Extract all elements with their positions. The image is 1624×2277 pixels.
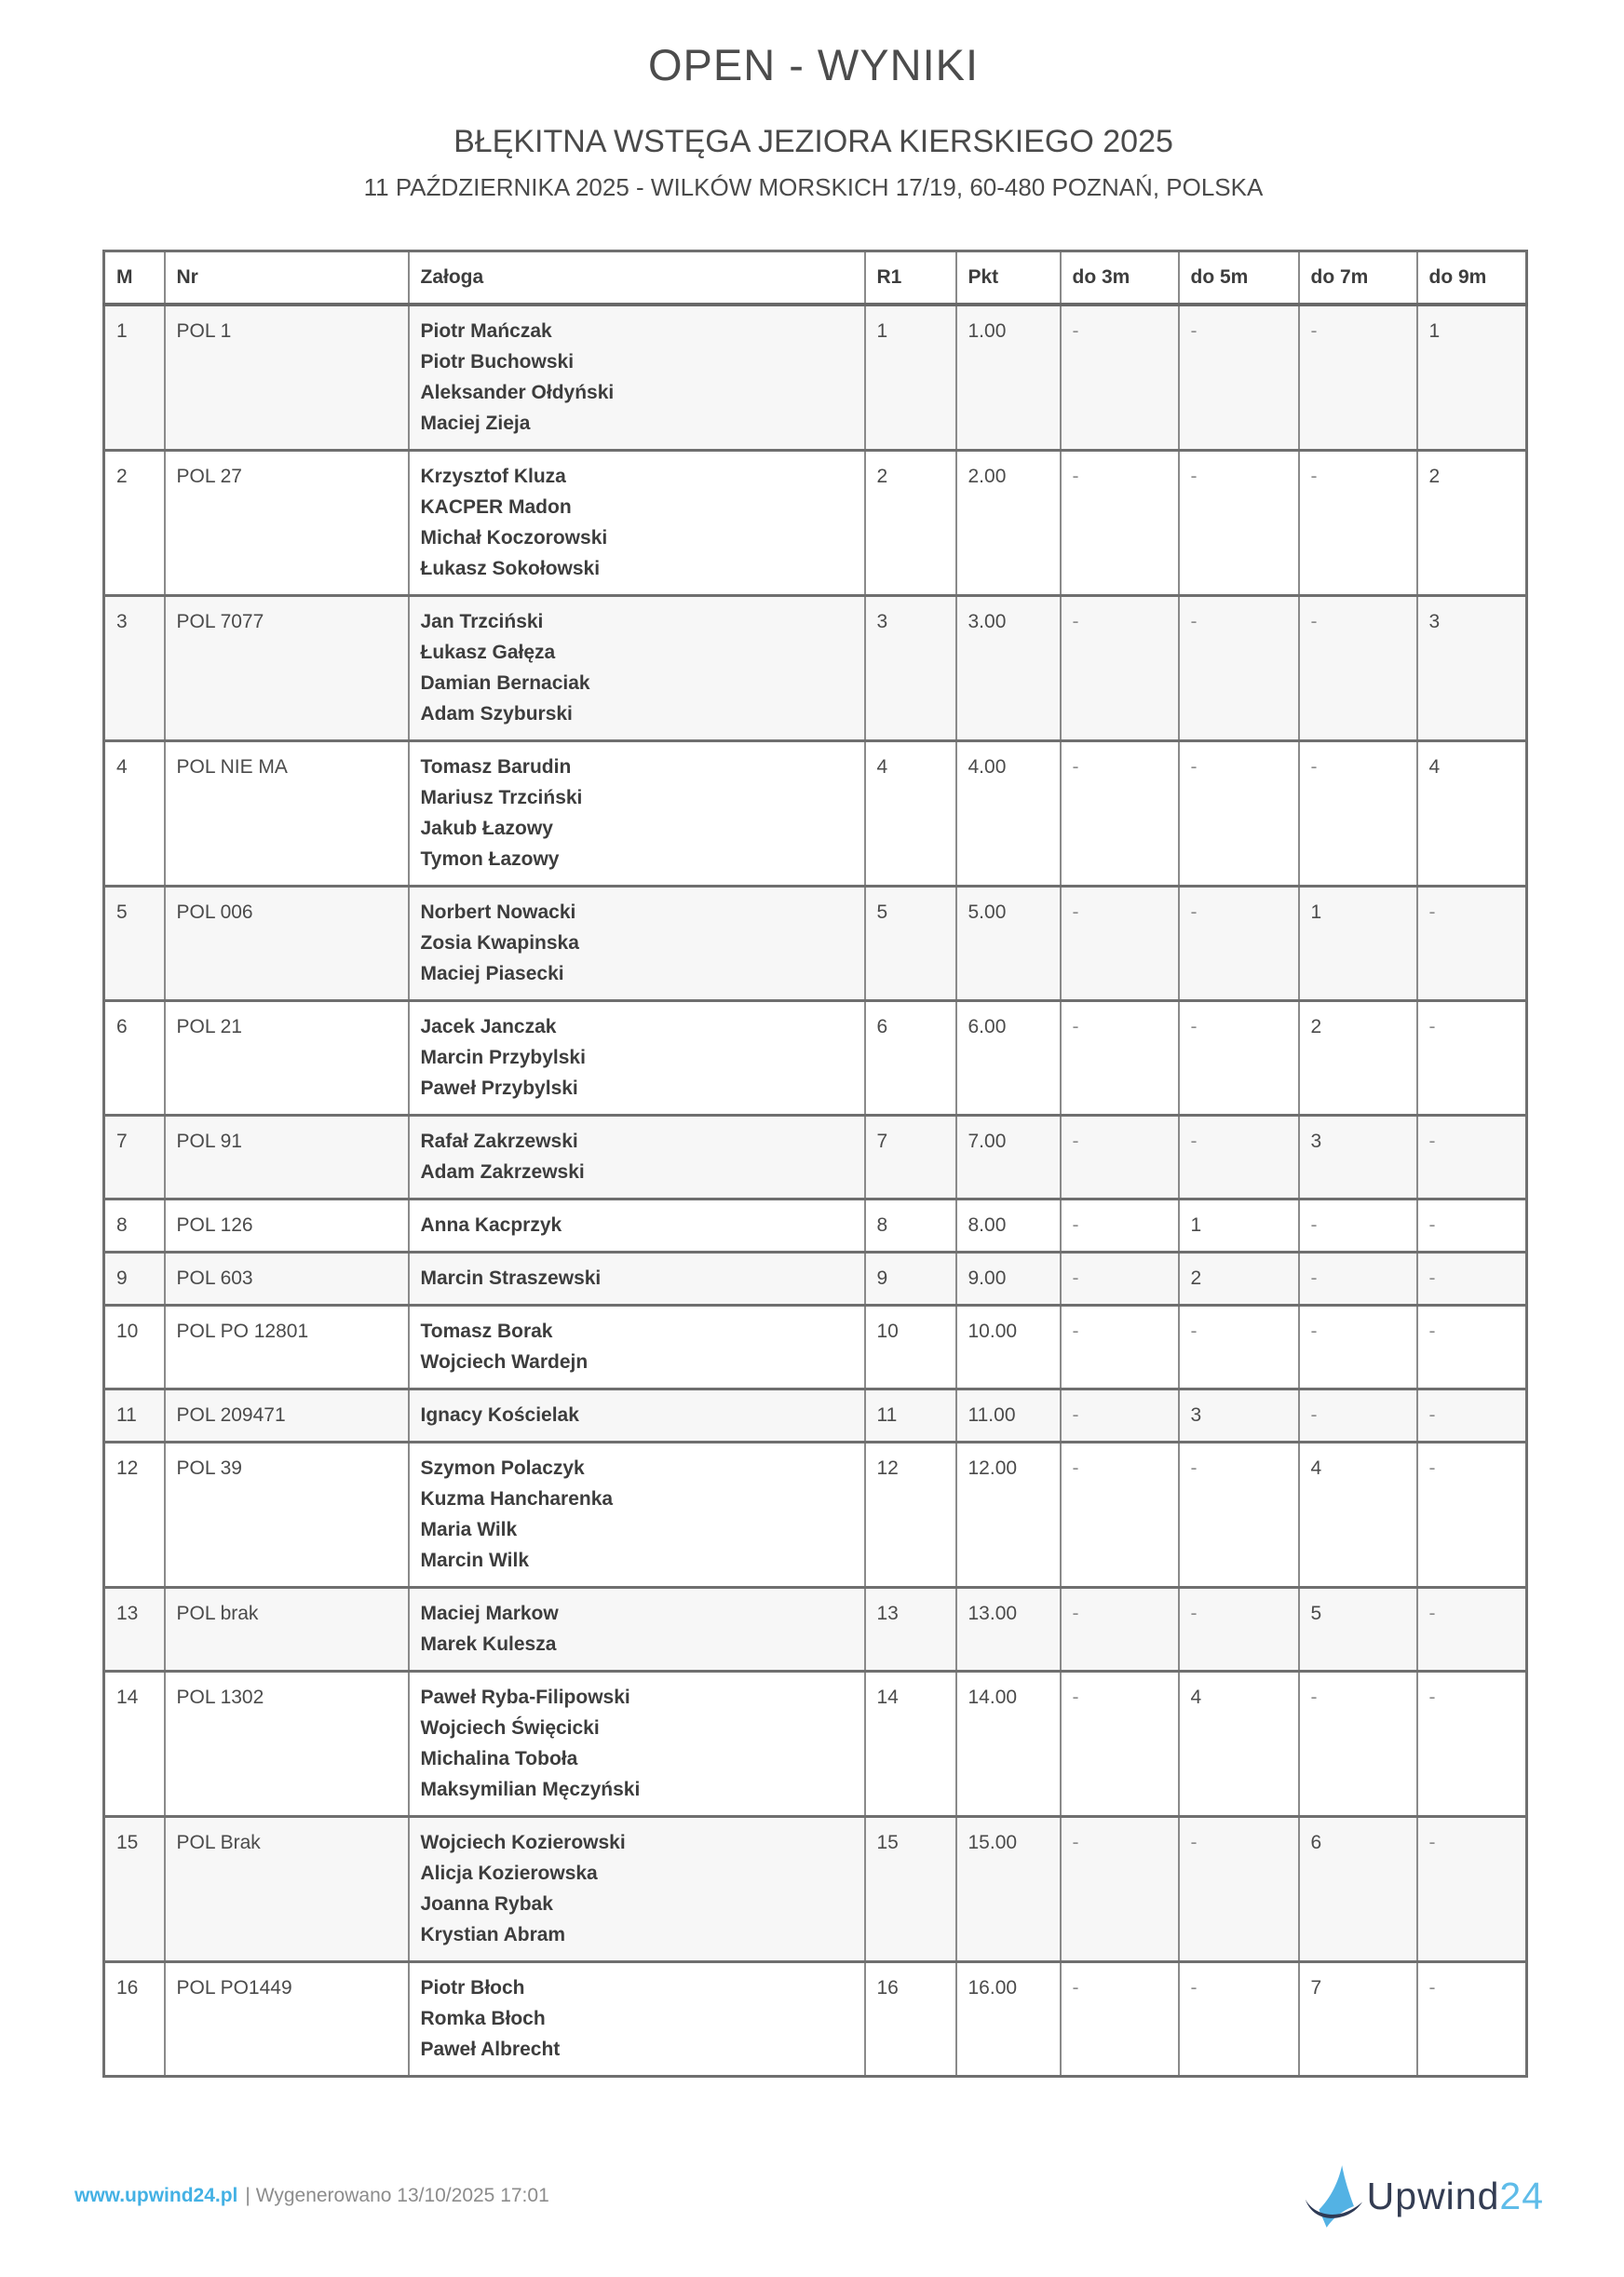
r1-cell: 1 xyxy=(865,305,956,451)
table-row xyxy=(104,1252,1527,1305)
r1-cell: 7 xyxy=(865,1115,956,1199)
do9m-cell: - xyxy=(1417,1442,1527,1587)
crew-member-name: Marek Kulesza xyxy=(420,1633,557,1655)
crew-cell xyxy=(409,1000,865,1115)
do5m-cell: - xyxy=(1179,1000,1299,1115)
do3m-cell: - xyxy=(1061,740,1179,886)
crew-member-name: Ignacy Kościelak xyxy=(420,1403,579,1426)
crew-member-name: KACPER Madon xyxy=(420,495,572,518)
footer-text xyxy=(74,2185,549,2207)
col-header-crew: Załoga xyxy=(409,251,865,305)
sail-number-cell: POL 27 xyxy=(165,450,409,595)
logo-text-24: 24 xyxy=(1499,2174,1544,2217)
sail-number-cell: POL 39 xyxy=(165,1442,409,1587)
crew-member-name: Paweł Ryba-Filipowski xyxy=(420,1686,630,1708)
crew-cell xyxy=(409,595,865,740)
page-footer xyxy=(0,2157,1624,2235)
table-row xyxy=(104,886,1527,1000)
rank-cell: 3 xyxy=(104,595,165,740)
crew-member-name: Norbert Nowacki xyxy=(420,901,576,923)
pkt-cell: 5.00 xyxy=(956,886,1061,1000)
do7m-cell: - xyxy=(1299,1199,1417,1252)
rank-cell: 4 xyxy=(104,740,165,886)
pkt-cell: 6.00 xyxy=(956,1000,1061,1115)
do9m-cell: - xyxy=(1417,1000,1527,1115)
pkt-cell: 16.00 xyxy=(956,1961,1061,2076)
r1-cell: 16 xyxy=(865,1961,956,2076)
do7m-cell: - xyxy=(1299,740,1417,886)
col-header-sail-number: Nr xyxy=(165,251,409,305)
do7m-cell: 4 xyxy=(1299,1442,1417,1587)
crew-member-name: Jacek Janczak xyxy=(420,1015,557,1037)
do7m-cell: - xyxy=(1299,1671,1417,1816)
crew-member-name: Marcin Przybylski xyxy=(420,1046,586,1068)
crew-member-name: Krzysztof Kluza xyxy=(420,465,566,487)
rank-cell: 11 xyxy=(104,1389,165,1442)
upwind24-logo xyxy=(1304,2162,1544,2230)
rank-cell: 15 xyxy=(104,1816,165,1961)
pkt-cell: 10.00 xyxy=(956,1305,1061,1389)
col-header-pkt: Pkt xyxy=(956,251,1061,305)
sail-number-cell: POL 603 xyxy=(165,1252,409,1305)
do5m-cell: - xyxy=(1179,305,1299,451)
event-title: BŁĘKITNA WSTĘGA JEZIORA KIERSKIEGO 2025 xyxy=(453,123,1173,159)
table-row xyxy=(104,1442,1527,1587)
crew-member-name: Maksymilian Męczyński xyxy=(420,1778,641,1800)
crew-cell xyxy=(409,886,865,1000)
pkt-cell: 7.00 xyxy=(956,1115,1061,1199)
crew-member-name: Mariusz Trzciński xyxy=(420,786,583,808)
do9m-cell: - xyxy=(1417,1671,1527,1816)
results-table-body xyxy=(104,305,1527,2077)
crew-member-name: Kuzma Hancharenka xyxy=(420,1487,614,1510)
crew-member-name: Tomasz Borak xyxy=(420,1320,553,1342)
do3m-cell: - xyxy=(1061,450,1179,595)
crew-member-name: Adam Szyburski xyxy=(420,702,573,725)
pkt-cell: 11.00 xyxy=(956,1389,1061,1442)
logo-text-upwind: Upwind xyxy=(1366,2174,1500,2217)
do3m-cell: - xyxy=(1061,595,1179,740)
r1-cell: 10 xyxy=(865,1305,956,1389)
table-header-row xyxy=(104,251,1527,305)
crew-cell xyxy=(409,305,865,451)
do5m-cell: - xyxy=(1179,595,1299,740)
crew-member-name: Aleksander Ołdyński xyxy=(420,381,615,403)
r1-cell: 11 xyxy=(865,1389,956,1442)
do3m-cell: - xyxy=(1061,1389,1179,1442)
sail-number-cell: POL 126 xyxy=(165,1199,409,1252)
do5m-cell: 1 xyxy=(1179,1199,1299,1252)
do5m-cell: - xyxy=(1179,1442,1299,1587)
rank-cell: 8 xyxy=(104,1199,165,1252)
do9m-cell: - xyxy=(1417,1252,1527,1305)
sail-number-cell: POL Brak xyxy=(165,1816,409,1961)
r1-cell: 5 xyxy=(865,886,956,1000)
table-row xyxy=(104,1305,1527,1389)
crew-member-name: Paweł Albrecht xyxy=(420,2038,561,2060)
do7m-cell: 1 xyxy=(1299,886,1417,1000)
crew-member-name: Zosia Kwapinska xyxy=(420,931,579,954)
do7m-cell: 7 xyxy=(1299,1961,1417,2076)
do5m-cell: 3 xyxy=(1179,1389,1299,1442)
sail-number-cell: POL 91 xyxy=(165,1115,409,1199)
do3m-cell: - xyxy=(1061,305,1179,451)
sail-number-cell: POL 006 xyxy=(165,886,409,1000)
crew-member-name: Jan Trzciński xyxy=(420,610,544,632)
crew-member-name: Marcin Straszewski xyxy=(420,1267,602,1289)
do7m-cell: 3 xyxy=(1299,1115,1417,1199)
do5m-cell: 2 xyxy=(1179,1252,1299,1305)
crew-cell xyxy=(409,1199,865,1252)
do9m-cell: 1 xyxy=(1417,305,1527,451)
sail-number-cell: POL 209471 xyxy=(165,1389,409,1442)
do7m-cell: - xyxy=(1299,305,1417,451)
crew-member-name: Maciej Piasecki xyxy=(420,962,564,984)
do3m-cell: - xyxy=(1061,1587,1179,1671)
do3m-cell: - xyxy=(1061,1115,1179,1199)
table-row xyxy=(104,1816,1527,1961)
col-header-do9m: do 9m xyxy=(1417,251,1527,305)
r1-cell: 3 xyxy=(865,595,956,740)
crew-member-name: Michalina Toboła xyxy=(420,1747,578,1769)
rank-cell: 14 xyxy=(104,1671,165,1816)
rank-cell: 12 xyxy=(104,1442,165,1587)
crew-cell xyxy=(409,1961,865,2076)
page-title: OPEN - WYNIKI xyxy=(647,40,980,89)
do3m-cell: - xyxy=(1061,1961,1179,2076)
sail-number-cell: POL NIE MA xyxy=(165,740,409,886)
crew-cell xyxy=(409,1305,865,1389)
crew-member-name: Rafał Zakrzewski xyxy=(420,1130,578,1152)
table-row xyxy=(104,305,1527,451)
col-header-do3m: do 3m xyxy=(1061,251,1179,305)
pkt-cell: 2.00 xyxy=(956,450,1061,595)
do9m-cell: 3 xyxy=(1417,595,1527,740)
crew-member-name: Wojciech Kozierowski xyxy=(420,1831,626,1853)
crew-member-name: Paweł Przybylski xyxy=(420,1077,578,1099)
col-header-do7m: do 7m xyxy=(1299,251,1417,305)
rank-cell: 2 xyxy=(104,450,165,595)
crew-member-name: Damian Bernaciak xyxy=(420,671,590,694)
do3m-cell: - xyxy=(1061,1252,1179,1305)
r1-cell: 13 xyxy=(865,1587,956,1671)
pkt-cell: 3.00 xyxy=(956,595,1061,740)
crew-member-name: Krystian Abram xyxy=(420,1923,566,1945)
crew-member-name: Tymon Łazowy xyxy=(420,847,560,870)
table-row xyxy=(104,1587,1527,1671)
rank-cell: 9 xyxy=(104,1252,165,1305)
pkt-cell: 14.00 xyxy=(956,1671,1061,1816)
do3m-cell: - xyxy=(1061,1305,1179,1389)
sail-number-cell: POL 1302 xyxy=(165,1671,409,1816)
rank-cell: 6 xyxy=(104,1000,165,1115)
crew-member-name: Wojciech Wardejn xyxy=(420,1350,589,1373)
do9m-cell: - xyxy=(1417,1961,1527,2076)
crew-member-name: Anna Kacprzyk xyxy=(420,1213,562,1236)
table-row xyxy=(104,595,1527,740)
sailboat-logo-icon xyxy=(1304,2162,1363,2230)
pkt-cell: 15.00 xyxy=(956,1816,1061,1961)
col-header-do5m: do 5m xyxy=(1179,251,1299,305)
do9m-cell: - xyxy=(1417,1115,1527,1199)
do7m-cell: - xyxy=(1299,1252,1417,1305)
footer-generated-text: | Wygenerowano 13/10/2025 17:01 xyxy=(245,2185,549,2206)
do3m-cell: - xyxy=(1061,1671,1179,1816)
crew-cell xyxy=(409,740,865,886)
do9m-cell: - xyxy=(1417,1816,1527,1961)
rank-cell: 7 xyxy=(104,1115,165,1199)
pkt-cell: 9.00 xyxy=(956,1252,1061,1305)
do9m-cell: - xyxy=(1417,1587,1527,1671)
r1-cell: 9 xyxy=(865,1252,956,1305)
pkt-cell: 8.00 xyxy=(956,1199,1061,1252)
sail-number-cell: POL 21 xyxy=(165,1000,409,1115)
rank-cell: 1 xyxy=(104,305,165,451)
crew-member-name: Tomasz Barudin xyxy=(420,755,572,778)
sail-number-cell: POL PO 12801 xyxy=(165,1305,409,1389)
crew-member-name: Łukasz Gałęza xyxy=(420,641,556,663)
do5m-cell: - xyxy=(1179,1115,1299,1199)
r1-cell: 2 xyxy=(865,450,956,595)
crew-member-name: Piotr Mańczak xyxy=(420,319,552,342)
r1-cell: 15 xyxy=(865,1816,956,1961)
pkt-cell: 12.00 xyxy=(956,1442,1061,1587)
crew-cell xyxy=(409,1252,865,1305)
do9m-cell: - xyxy=(1417,1199,1527,1252)
crew-member-name: Michał Koczorowski xyxy=(420,526,608,549)
r1-cell: 14 xyxy=(865,1671,956,1816)
crew-cell xyxy=(409,1587,865,1671)
crew-member-name: Maciej Zieja xyxy=(420,412,531,434)
crew-cell xyxy=(409,1442,865,1587)
crew-member-name: Szymon Polaczyk xyxy=(420,1457,585,1479)
do7m-cell: 2 xyxy=(1299,1000,1417,1115)
event-info: 11 PAŹDZIERNIKA 2025 - WILKÓW MORSKICH 17/19, 60-480 POZNAŃ, POLSKA xyxy=(363,173,1264,202)
rank-cell: 5 xyxy=(104,886,165,1000)
crew-member-name: Jakub Łazowy xyxy=(420,817,553,839)
do5m-cell: - xyxy=(1179,1587,1299,1671)
do7m-cell: - xyxy=(1299,1305,1417,1389)
table-row xyxy=(104,450,1527,595)
do5m-cell: - xyxy=(1179,886,1299,1000)
pkt-cell: 1.00 xyxy=(956,305,1061,451)
do7m-cell: - xyxy=(1299,595,1417,740)
table-row xyxy=(104,1389,1527,1442)
do5m-cell: - xyxy=(1179,740,1299,886)
do5m-cell: - xyxy=(1179,1305,1299,1389)
r1-cell: 12 xyxy=(865,1442,956,1587)
do9m-cell: 4 xyxy=(1417,740,1527,886)
table-row xyxy=(104,1199,1527,1252)
do5m-cell: - xyxy=(1179,1816,1299,1961)
do9m-cell: - xyxy=(1417,1389,1527,1442)
do7m-cell: - xyxy=(1299,450,1417,595)
pkt-cell: 4.00 xyxy=(956,740,1061,886)
do9m-cell: - xyxy=(1417,1305,1527,1389)
col-header-rank: M xyxy=(104,251,165,305)
do3m-cell: - xyxy=(1061,886,1179,1000)
crew-member-name: Maciej Markow xyxy=(420,1602,559,1624)
do5m-cell: 4 xyxy=(1179,1671,1299,1816)
do7m-cell: - xyxy=(1299,1389,1417,1442)
crew-member-name: Adam Zakrzewski xyxy=(420,1160,585,1183)
sail-number-cell: POL 7077 xyxy=(165,595,409,740)
r1-cell: 8 xyxy=(865,1199,956,1252)
crew-member-name: Wojciech Święcicki xyxy=(420,1716,600,1739)
table-row xyxy=(104,740,1527,886)
crew-cell xyxy=(409,450,865,595)
do9m-cell: 2 xyxy=(1417,450,1527,595)
rank-cell: 13 xyxy=(104,1587,165,1671)
do3m-cell: - xyxy=(1061,1442,1179,1587)
sail-number-cell: POL PO1449 xyxy=(165,1961,409,2076)
table-row xyxy=(104,1671,1527,1816)
crew-member-name: Alicja Kozierowska xyxy=(420,1862,598,1884)
pkt-cell: 13.00 xyxy=(956,1587,1061,1671)
do3m-cell: - xyxy=(1061,1000,1179,1115)
r1-cell: 6 xyxy=(865,1000,956,1115)
rank-cell: 10 xyxy=(104,1305,165,1389)
crew-member-name: Romka Błoch xyxy=(420,2007,546,2029)
crew-cell xyxy=(409,1816,865,1961)
crew-cell xyxy=(409,1389,865,1442)
do7m-cell: 6 xyxy=(1299,1816,1417,1961)
crew-member-name: Łukasz Sokołowski xyxy=(420,557,601,579)
crew-cell xyxy=(409,1671,865,1816)
do5m-cell: - xyxy=(1179,450,1299,595)
col-header-r1: R1 xyxy=(865,251,956,305)
crew-cell xyxy=(409,1115,865,1199)
do5m-cell: - xyxy=(1179,1961,1299,2076)
crew-member-name: Marcin Wilk xyxy=(420,1549,530,1571)
results-table xyxy=(102,250,1528,2078)
crew-member-name: Maria Wilk xyxy=(420,1518,518,1540)
do3m-cell: - xyxy=(1061,1816,1179,1961)
sail-number-cell: POL brak xyxy=(165,1587,409,1671)
do7m-cell: 5 xyxy=(1299,1587,1417,1671)
do9m-cell: - xyxy=(1417,886,1527,1000)
table-row xyxy=(104,1000,1527,1115)
table-row xyxy=(104,1115,1527,1199)
do3m-cell: - xyxy=(1061,1199,1179,1252)
logo-wordmark xyxy=(1366,2174,1544,2217)
sail-number-cell: POL 1 xyxy=(165,305,409,451)
rank-cell: 16 xyxy=(104,1961,165,2076)
footer-website-link[interactable]: www.upwind24.pl xyxy=(74,2185,238,2206)
crew-member-name: Joanna Rybak xyxy=(420,1892,553,1915)
table-row xyxy=(104,1961,1527,2076)
crew-member-name: Piotr Buchowski xyxy=(420,350,575,373)
r1-cell: 4 xyxy=(865,740,956,886)
crew-member-name: Piotr Błoch xyxy=(420,1976,525,1999)
